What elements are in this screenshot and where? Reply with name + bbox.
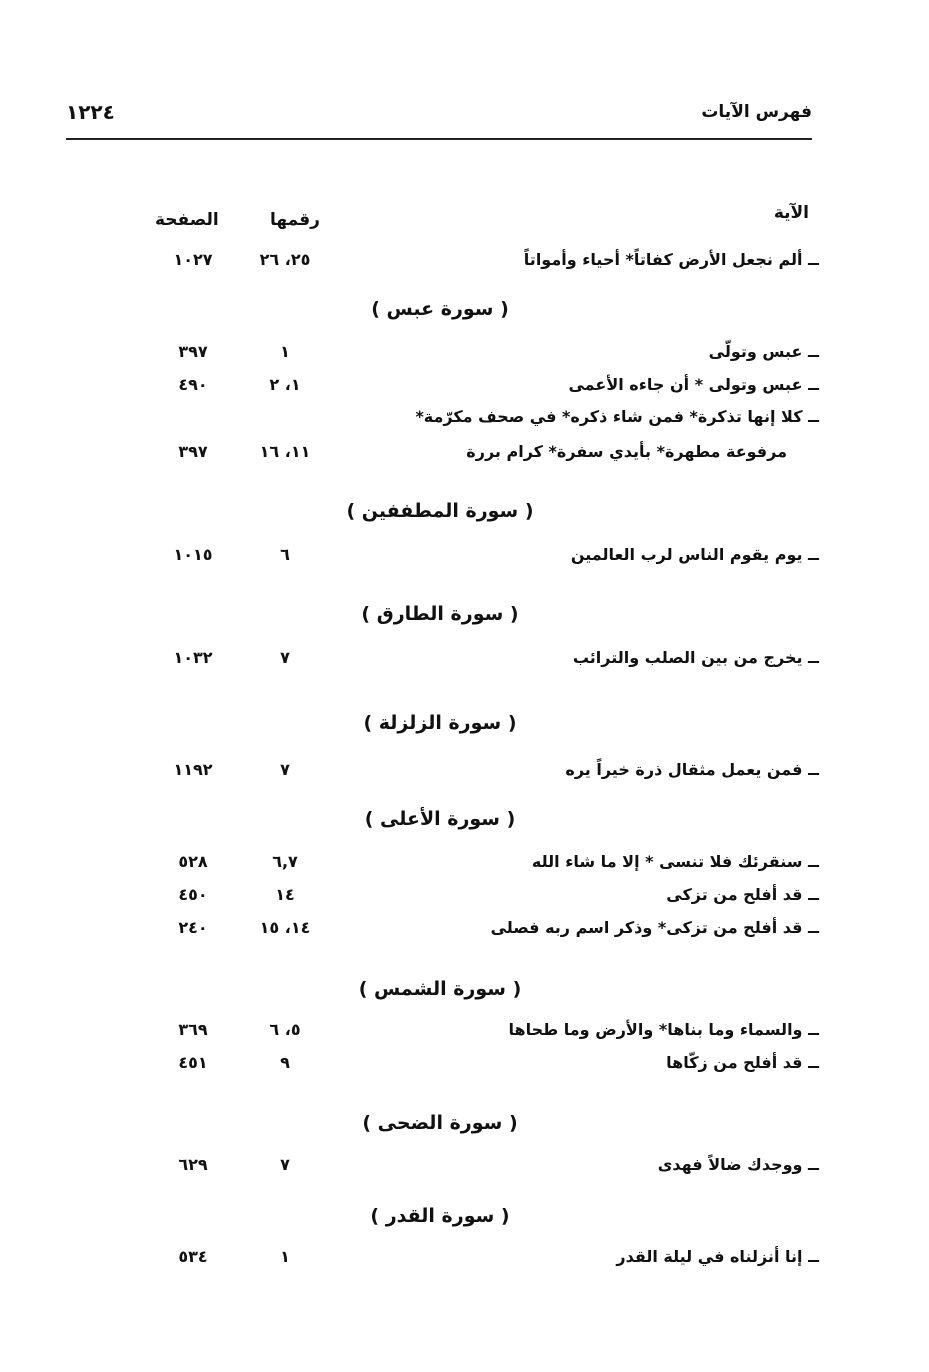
ayah-number: ٦,٧ xyxy=(272,852,298,871)
page-ref: ١٠٢٧ xyxy=(173,250,213,269)
surah-heading: ( سورة الزلزلة ) xyxy=(363,712,517,734)
index-entry xyxy=(0,545,929,575)
index-entry xyxy=(0,648,929,678)
page-ref: ٣٦٩ xyxy=(178,1020,208,1039)
verse-text: ــ قد أفلح من تزكى* وذكر اسم ربه فصلى xyxy=(490,918,819,937)
surah-heading: ( سورة القدر ) xyxy=(370,1205,510,1227)
column-header-page: الصفحة xyxy=(155,210,219,230)
surah-heading: ( سورة الأعلى ) xyxy=(364,808,516,830)
surah-heading: ( سورة الطارق ) xyxy=(361,603,519,625)
ayah-number: ١١، ١٦ xyxy=(259,442,311,461)
ayah-number: ١٤، ١٥ xyxy=(259,918,311,937)
index-entry xyxy=(0,1053,929,1083)
page-ref: ٥٣٤ xyxy=(178,1247,208,1266)
index-entry xyxy=(0,885,929,915)
ayah-number: ٧ xyxy=(280,648,290,667)
page-ref: ١٠٣٢ xyxy=(173,648,213,667)
page-ref: ١١٩٢ xyxy=(173,760,213,779)
verse-text: ــ قد أفلح من زكّاها xyxy=(666,1053,819,1072)
index-entry xyxy=(0,442,929,472)
header-title: فهرس الآيات xyxy=(701,102,812,122)
index-entry xyxy=(0,1155,929,1185)
page-ref: ٦٢٩ xyxy=(178,1155,208,1174)
page-ref: ٤٥١ xyxy=(178,1053,208,1072)
index-entry xyxy=(0,760,929,790)
index-entry xyxy=(0,1247,929,1277)
index-entry xyxy=(0,407,929,437)
surah-heading: ( سورة الشمس ) xyxy=(358,978,522,1000)
index-entry xyxy=(0,918,929,948)
verse-text: ــ قد أفلح من تزكى xyxy=(666,885,819,904)
page-ref: ٣٩٧ xyxy=(178,442,208,461)
surah-heading: ( سورة عبس ) xyxy=(371,298,509,320)
verse-text: ــ ووجدك ضالاً فهدى xyxy=(657,1155,819,1174)
ayah-number: ١ xyxy=(280,342,290,361)
index-entry xyxy=(0,375,929,405)
ayah-number: ٧ xyxy=(280,760,290,779)
page-ref: ٢٤٠ xyxy=(178,918,208,937)
ayah-number: ١ xyxy=(280,1247,290,1266)
surah-heading: ( سورة الضحى ) xyxy=(362,1112,518,1134)
page-ref: ٣٩٧ xyxy=(178,342,208,361)
ayah-number: ١، ٢ xyxy=(269,375,301,394)
verse-text: ــ فمن يعمل مثقال ذرة خيراً يره xyxy=(565,760,819,779)
ayah-number: ٧ xyxy=(280,1155,290,1174)
verse-text: ــ سنقرئك فلا تنسى * إلا ما شاء الله xyxy=(531,852,819,871)
page-ref: ٤٥٠ xyxy=(178,885,208,904)
ayah-number: ١٤ xyxy=(275,885,295,904)
ayah-number: ٦ xyxy=(280,545,290,564)
verse-text: مرفوعة مطهرة* بأيدي سفرة* كرام بررة xyxy=(466,442,787,461)
verse-text: ــ يوم يقوم الناس لرب العالمين xyxy=(570,545,819,564)
index-entry xyxy=(0,342,929,372)
verse-text: ــ عبس وتولّى xyxy=(708,342,819,361)
ayah-number: ٥، ٦ xyxy=(269,1020,301,1039)
index-entry xyxy=(0,250,929,280)
verse-text: ــ والسماء وما بناها* والأرض وما طحاها xyxy=(508,1020,819,1039)
page-ref: ٤٩٠ xyxy=(178,375,208,394)
column-header-verse: الآية xyxy=(773,203,809,223)
index-entry xyxy=(0,1020,929,1050)
page-header xyxy=(66,98,812,140)
index-entry xyxy=(0,852,929,882)
surah-heading: ( سورة المطففين ) xyxy=(346,500,534,522)
verse-text: ــ كلا إنها تذكرة* فمن شاء ذكره* في صحف مكرّمة* xyxy=(415,407,819,426)
page-ref: ١٠١٥ xyxy=(173,545,213,564)
verse-text: ــ ألم نجعل الأرض كفاتاً* أحياء وأمواتاً xyxy=(523,250,819,269)
page-ref: ٥٢٨ xyxy=(178,852,208,871)
verse-text: ــ يخرج من بين الصلب والترائب xyxy=(572,648,819,667)
verse-text: ــ إنا أنزلناه في ليلة القدر xyxy=(616,1247,819,1266)
column-header-number: رقمها xyxy=(270,210,320,230)
ayah-number: ٢٥، ٢٦ xyxy=(259,250,311,269)
verse-text: ــ عبس وتولى * أن جاءه الأعمى xyxy=(568,375,819,394)
page-number: ١٢٢٤ xyxy=(66,100,115,124)
ayah-number: ٩ xyxy=(280,1053,290,1072)
